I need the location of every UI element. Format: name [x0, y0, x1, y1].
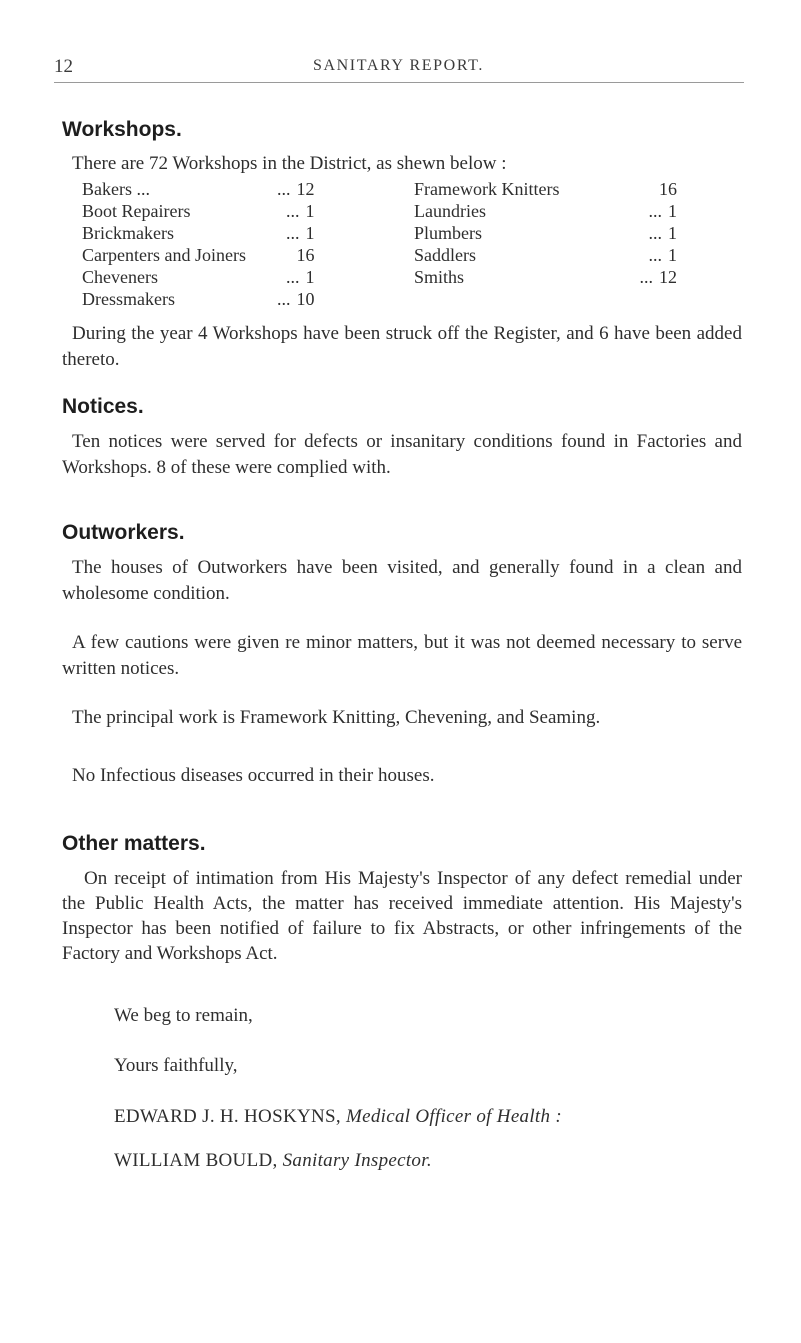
count-value: 12 — [296, 179, 315, 199]
workshop-row — [414, 200, 677, 222]
signatory-name: WILLIAM BOULD, — [114, 1150, 278, 1171]
workshop-trade — [414, 222, 639, 244]
count-dots: ... — [286, 267, 300, 287]
outworkers-paragraph: The principal work is Framework Knitting, Chevening, and Seaming. — [72, 707, 601, 728]
count-value: 1 — [305, 201, 315, 221]
count-dots: ... — [286, 201, 300, 221]
closing-valediction: Yours faithfully, — [114, 1055, 238, 1076]
closing-line: We beg to remain, — [114, 1005, 253, 1026]
workshop-trade — [414, 266, 639, 288]
signatory-title: Sanitary Inspector. — [282, 1150, 432, 1171]
signatory-title: Medical Officer of Health : — [346, 1106, 562, 1127]
workshop-count — [277, 222, 315, 244]
workshop-trade — [82, 222, 277, 244]
workshop-trade — [82, 178, 277, 200]
other-matters-text: On receipt of intimation from His Majesty's Inspector of any defect remedial under the Public Health Acts, the matter has received immediate attention. His Majesty's Inspector has been notified of failure to fix Abstracts, or other infringements of the Factory and Workshops Act. — [62, 868, 742, 964]
running-title: SANITARY REPORT. — [313, 57, 484, 74]
trade-name: Brickmakers — [82, 223, 174, 243]
count-dots: ... — [277, 179, 291, 199]
count-value: 1 — [305, 223, 315, 243]
workshop-trade — [414, 244, 639, 266]
workshop-row — [414, 244, 677, 266]
workshops-note: During the year 4 Workshops have been struck off the Register, and 6 have been added thereto. — [62, 323, 742, 370]
count-value: 1 — [668, 245, 677, 265]
workshop-trade — [82, 266, 277, 288]
trade-name: Saddlers — [414, 245, 476, 265]
workshop-trade — [414, 200, 639, 222]
count-dots: ... — [286, 223, 300, 243]
count-dots: ... — [277, 289, 291, 309]
trade-name: Bakers — [82, 179, 132, 199]
workshop-count — [639, 200, 677, 222]
outworkers-paragraph: A few cautions were given re minor matters, but it was not deemed necessary to serve written notices. — [62, 632, 742, 679]
count-value: 1 — [305, 267, 315, 287]
trade-name: Cheveners — [82, 267, 158, 287]
signatory-sanitary-inspector — [114, 1150, 432, 1172]
workshop-count — [277, 244, 315, 266]
workshop-row — [82, 288, 315, 310]
workshop-row — [82, 222, 315, 244]
count-value: 1 — [668, 201, 677, 221]
running-head — [54, 56, 744, 83]
workshop-row — [414, 178, 677, 200]
trade-name: Laundries — [414, 201, 486, 221]
workshops-list-right — [414, 178, 677, 288]
workshops-heading: Workshops. — [62, 118, 182, 141]
count-value: 12 — [659, 267, 677, 287]
count-value: 1 — [668, 223, 677, 243]
count-dots: ... — [648, 201, 662, 221]
other-matters-heading: Other matters. — [62, 832, 206, 855]
workshop-trade — [82, 244, 277, 266]
signatory-medical-officer — [114, 1106, 562, 1128]
signatory-name: EDWARD J. H. HOSKYNS, — [114, 1106, 341, 1127]
workshop-row — [82, 178, 315, 200]
workshop-count — [639, 178, 677, 200]
workshop-row — [82, 200, 315, 222]
workshop-count — [277, 288, 315, 310]
trade-name: Dressmakers — [82, 289, 175, 309]
workshop-trade — [82, 200, 277, 222]
workshop-count — [639, 222, 677, 244]
workshop-trade — [414, 178, 639, 200]
outworkers-paragraph: No Infectious diseases occurred in their houses. — [72, 765, 435, 786]
workshop-row — [414, 222, 677, 244]
page-number: 12 — [54, 56, 73, 77]
workshop-row — [414, 266, 677, 288]
workshops-list-left — [82, 178, 315, 310]
workshop-count — [277, 266, 315, 288]
workshop-row — [82, 266, 315, 288]
workshop-row — [82, 244, 315, 266]
trade-name: Smiths — [414, 267, 465, 287]
notices-text: Ten notices were served for defects or insanitary conditions found in Factories and Workshops. 8 of these were complied with. — [62, 431, 742, 478]
outworkers-heading: Outworkers. — [62, 521, 185, 544]
count-value: 16 — [659, 179, 677, 199]
trade-leader: ... — [131, 179, 150, 199]
workshops-intro: There are 72 Workshops in the District, as shewn below : — [72, 153, 507, 174]
workshop-trade — [82, 288, 277, 310]
count-value: 16 — [296, 245, 315, 265]
trade-name: Framework Knitters — [414, 179, 560, 199]
trade-name: Plumbers — [414, 223, 483, 243]
outworkers-paragraph: The houses of Outworkers have been visited, and generally found in a clean and wholesome condition. — [62, 557, 742, 604]
notices-heading: Notices. — [62, 395, 144, 418]
trade-name: Carpenters and Joiners — [82, 245, 246, 265]
workshop-count — [277, 200, 315, 222]
count-dots: ... — [648, 245, 662, 265]
trade-name: Boot Repairers — [82, 201, 191, 221]
workshop-count — [639, 244, 677, 266]
count-dots: ... — [639, 267, 653, 287]
workshop-count — [277, 178, 315, 200]
workshop-count — [639, 266, 677, 288]
count-dots: ... — [648, 223, 662, 243]
count-value: 10 — [296, 289, 315, 309]
